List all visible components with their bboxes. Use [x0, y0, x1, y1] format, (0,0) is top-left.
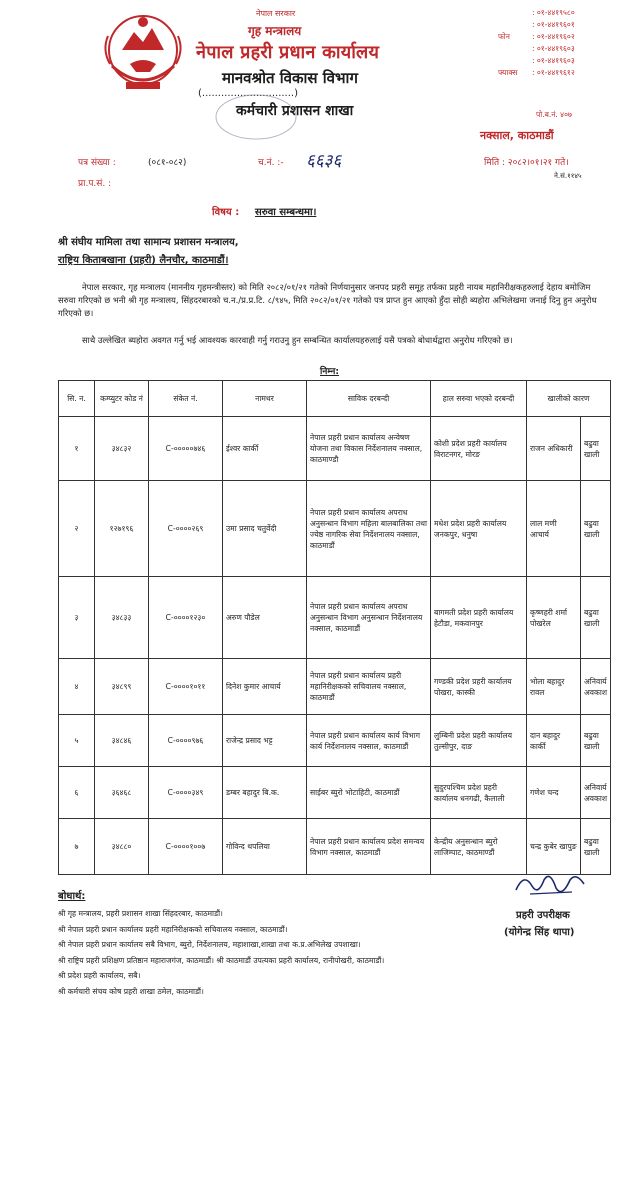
cell-previous-post: नेपाल प्रहरी प्रधान कार्यालय अन्वेषण योजना तथा विकास निर्देशनालय नक्साल, काठमाण्डौ: [307, 417, 431, 481]
cell-code: १२७१९६: [95, 481, 149, 577]
government-name: नेपाल सरकार: [256, 9, 296, 18]
contact-line: : ०१-४४१९६०१: [532, 20, 575, 29]
cell-serial: २: [59, 481, 95, 577]
cc-heading: बोधार्थ:: [58, 891, 86, 902]
cell-symbol: C-०००००७४६: [149, 417, 223, 481]
cell-reason: बढुवा खाली: [581, 819, 611, 875]
cell-vacancy-person: राजन अधिकारी: [527, 417, 581, 481]
table-row: [59, 715, 611, 767]
header-previous-post: साविक दरबन्दी: [307, 381, 431, 417]
table-row: [59, 819, 611, 875]
dispatch-number-value: ६६३६: [306, 151, 342, 171]
department-name: मानवश्रोत विकास विभाग: [222, 69, 358, 87]
cell-vacancy-person: गणेश चन्द: [527, 767, 581, 819]
subject-label: विषय :: [212, 207, 240, 218]
body-paragraph-1: नेपाल सरकार, गृह मन्त्रालय (माननीय गृहमन्त्रीस्तर) को मिति २०८२/०१/२१ गतेको निर्णयानुसार जनपद प्रहरी समूह तर्फका प्रहरी नायब महानिरीक्षकहरुलाई देहाय बमोजिम सरुवा गरिएको छ भनी श्री गृह मन्त्रालय, सिंहदरबारको च.न./प्र.प्र.टि. ८/९४५, मिति २०८२/०१/२१ गतेको पत्र प्राप्त हुन आएको हुँदा सोही ब्यहोरा अभिलेखमा जनाई दिनु हुन अनुरोध गरिएको छ।: [58, 282, 597, 318]
cell-vacancy-person: दान बहादुर कार्की: [527, 715, 581, 767]
cell-name: अरुण पौडेल: [223, 577, 307, 659]
cc-item: श्री नेपाल प्रहरी प्रधान कार्यालय सबै विभाग, ब्युरो, निर्देशनालय, महाशाखा,शाखा तथा क.प्र.अभिलेख उपशाखा।: [58, 940, 361, 949]
cell-name: ईश्वर कार्की: [223, 417, 307, 481]
cell-name: गोविन्द थपलिया: [223, 819, 307, 875]
header-name: नामथर: [223, 381, 307, 417]
cell-reason: बढुवा खाली: [581, 481, 611, 577]
list-heading: निम्न:: [320, 367, 339, 377]
header-computer-code: कम्प्युटर कोड नं: [95, 381, 149, 417]
cell-reason: बढुवा खाली: [581, 715, 611, 767]
department-bracket: (.............................): [198, 88, 298, 99]
cell-new-post: सुदुरपश्चिम प्रदेश प्रहरी कार्यालय धनगढी, कैलाली: [431, 767, 527, 819]
table-row: [59, 481, 611, 577]
dispatch-number-label: च.नं. :-: [258, 158, 284, 168]
cell-previous-post: नेपाल प्रहरी प्रधान कार्यालय अपराध अनुसन्धान विभाग महिला बालबालिका तथा ज्येष्ठ नागरिक सेवा निर्देशनालय नक्साल, काठमाडौं: [307, 481, 431, 577]
cc-item: श्री राष्ट्रिय प्रहरी प्रशिक्षण प्रतिष्ठान महाराजगंज, काठमाडौं। श्री काठमाडौं उपत्यका प्रहरी कार्यालय, रानीपोखरी, काठमाडौं।: [58, 955, 385, 965]
registration-number: ने.सं.११४५: [554, 172, 582, 180]
table-header-row: [59, 381, 611, 417]
cell-symbol: C-००००१०११: [149, 659, 223, 715]
cell-new-post: कोशी प्रदेश प्रहरी कार्यालय विराटनगर, मोरङ: [431, 417, 527, 481]
cell-serial: ६: [59, 767, 95, 819]
cell-symbol: C-००००३४९: [149, 767, 223, 819]
cell-vacancy-person: लाल मणी आचार्य: [527, 481, 581, 577]
contact-block: [498, 8, 620, 80]
cell-previous-post: साईबर ब्युरो भोटाहिटी, काठमाडौं: [307, 767, 431, 819]
cell-symbol: C-००००९७६: [149, 715, 223, 767]
cc-item: श्री कर्मचारी संचय कोष प्रहरी शाखा ठमेल, काठमाडौं।: [58, 986, 204, 996]
cell-code: ३४८९९: [95, 659, 149, 715]
cell-reason: अनिवार्य अवकाश: [581, 659, 611, 715]
cell-symbol: C-००००१२३०: [149, 577, 223, 659]
cell-new-post: केन्द्रीय अनुसन्धान ब्युरो लाजिम्पाट, काठमाण्डौं: [431, 819, 527, 875]
cell-previous-post: नेपाल प्रहरी प्रधान कार्यालय प्रदेश समन्वय विभाग नक्साल, काठमाडौं: [307, 819, 431, 875]
cell-reason: बढुवा खाली: [581, 417, 611, 481]
contact-line: : ०१-४४१९५८०: [532, 8, 575, 17]
signatory-title: प्रहरी उपरीक्षक: [516, 910, 570, 921]
cell-reason: बढुवा खाली: [581, 577, 611, 659]
transfer-table: [58, 380, 611, 875]
cell-name: दिनेश कुमार आचार्य: [223, 659, 307, 715]
nepal-emblem-logo: [100, 6, 186, 98]
cc-item: श्री गृह मन्त्रालय, प्रहरी प्रशासन शाखा सिंहदरबार, काठमाडौं।: [58, 909, 223, 918]
contact-line: फ्याक्स : ०१-४४१९६१२: [498, 68, 575, 77]
cell-serial: ५: [59, 715, 95, 767]
cell-code: ३६४६८: [95, 767, 149, 819]
header-new-post: हाल सरुवा भएको दरबन्दी: [431, 381, 527, 417]
cell-name: डम्बर बहादुर बि.क.: [223, 767, 307, 819]
header-serial: सि. न.: [59, 381, 95, 417]
signature-mark-icon: [510, 868, 590, 902]
office-name: नेपाल प्रहरी प्रधान कार्यालय: [196, 42, 380, 63]
cc-list: [58, 906, 384, 999]
cell-symbol: C-००००१००७: [149, 819, 223, 875]
cell-serial: ३: [59, 577, 95, 659]
cell-serial: १: [59, 417, 95, 481]
contact-line: फोन : ०१-४४१९६०२: [498, 32, 575, 41]
header-vacancy-reason: खालीको कारण: [527, 381, 611, 417]
ministry-name: गृह मन्त्रालय: [248, 24, 302, 38]
cell-previous-post: नेपाल प्रहरी प्रधान कार्यालय अपराध अनुसन्धान विभाग अनुसन्धान निर्देशनालय नक्साल, काठमाडौं: [307, 577, 431, 659]
cc-item: श्री नेपाल प्रहरी प्रधान कार्यालय प्रहरी महानिरीक्षकको सचिवालय नक्साल, काठमाडौं।: [58, 924, 288, 934]
contact-line: : ०१-४४१९६०३: [532, 56, 575, 65]
table-row: [59, 659, 611, 715]
cell-new-post: लुम्बिनी प्रदेश प्रहरी कार्यालय तुल्सीपुर, दाङ: [431, 715, 527, 767]
office-stamp-icon: [214, 92, 298, 142]
header-symbol-number: संकेत नं.: [149, 381, 223, 417]
letter-date: मिति : २०८२।०१।२१ गते।: [484, 158, 569, 168]
cell-vacancy-person: कृष्णहरी शर्मा पोखरेल: [527, 577, 581, 659]
letter-number-label: पत्र संख्या :: [78, 158, 116, 168]
cell-symbol: C-००००२६९: [149, 481, 223, 577]
signatory-name: (योगेन्द्र सिंह थापा): [504, 927, 575, 938]
cell-previous-post: नेपाल प्रहरी प्रधान कार्यालय प्रहरी महानिरीक्षकको सचिवालय नक्साल, काठमाडौं: [307, 659, 431, 715]
section-name: कर्मचारी प्रशासन शाखा: [236, 103, 354, 119]
cell-serial: ७: [59, 819, 95, 875]
table-row: [59, 767, 611, 819]
cell-serial: ४: [59, 659, 95, 715]
office-address: नक्साल, काठमाडौं: [480, 129, 554, 142]
cell-code: ३४८३२: [95, 417, 149, 481]
cell-new-post: मधेश प्रदेश प्रहरी कार्यालय जनकपुर, धनुषा: [431, 481, 527, 577]
cell-reason: अनिवार्य अवकाश: [581, 767, 611, 819]
cell-code: ३४८४६: [95, 715, 149, 767]
body-paragraph-2: साथै उल्लेखित ब्यहोरा अवगत गर्नु भई आवश्यक कारवाही गर्नु गराउनु हुन सम्बन्धित कार्यालयहरुलाई यसै पत्रको बोधार्थद्वारा अनुरोध गरिएको छ।: [82, 335, 513, 345]
addressee-line-1: श्री संघीय मामिला तथा सामान्य प्रशासन मन्त्रालय,: [58, 237, 239, 248]
cell-name: राजेन्द्र प्रसाद भट्ट: [223, 715, 307, 767]
contact-line: : ०१-४४१९६०३: [532, 44, 575, 53]
po-box: पो.ब.नं. ४०७: [536, 110, 572, 119]
cell-previous-post: नेपाल प्रहरी प्रधान कार्यालय कार्य विभाग कार्य निर्देशनालय नक्साल, काठमाडौं: [307, 715, 431, 767]
cc-item: श्री प्रदेश प्रहरी कार्यालय, सबै।: [58, 971, 141, 980]
subject-text: सरुवा सम्बन्धमा।: [255, 207, 317, 218]
cell-vacancy-person: चन्द्र कुबेर खापुङ: [527, 819, 581, 875]
cell-code: ३४८८०: [95, 819, 149, 875]
letter-number-value: (०८१-०८२): [148, 158, 187, 168]
cell-vacancy-person: भोला बहादुर रावल: [527, 659, 581, 715]
cell-code: ३४८३३: [95, 577, 149, 659]
cell-new-post: गण्डकी प्रदेश प्रहरी कार्यालय पोखरा, कास्की: [431, 659, 527, 715]
table-row: [59, 417, 611, 481]
pra-number-label: प्रा.प.सं. :: [78, 179, 112, 189]
cell-new-post: बागमती प्रदेश प्रहरी कार्यालय हेटौडा, मकवानपुर: [431, 577, 527, 659]
addressee-line-2: राष्ट्रिय किताबखाना (प्रहरी) लैनचौर, काठमाडौं।: [58, 255, 229, 266]
table-row: [59, 577, 611, 659]
cell-name: उमा प्रसाद चतुर्वेदी: [223, 481, 307, 577]
